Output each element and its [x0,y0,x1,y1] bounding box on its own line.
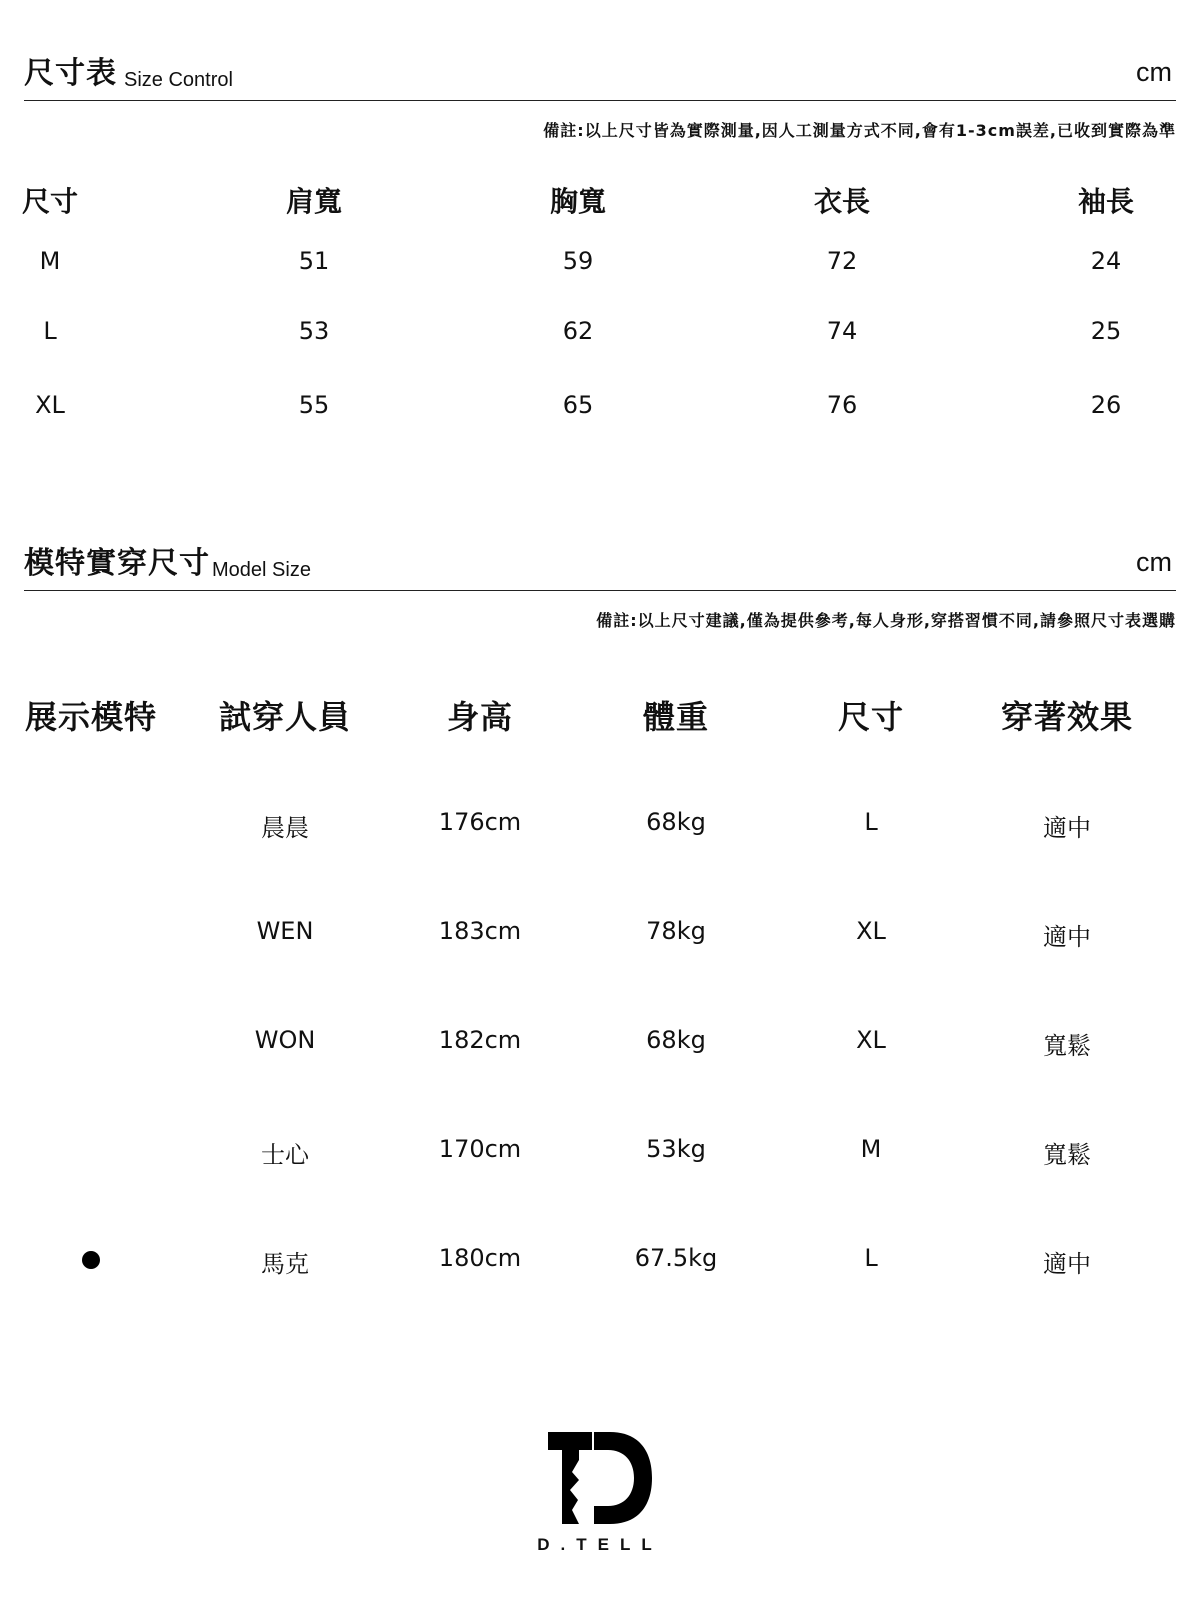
model-size: XL [856,1026,886,1054]
model-fit: 適中 [1043,923,1091,951]
model-col-header: 身高 [446,698,514,736]
model-height: 170cm [438,1135,522,1163]
model-weight: 68kg [646,808,706,836]
model-name: 晨晨 [261,814,309,842]
model-weight: 78kg [646,917,706,945]
model-fit: 適中 [1043,1250,1091,1278]
size-control-header [24,54,1176,101]
model-size: L [864,808,878,836]
size-col-header: 袖長 [1077,185,1135,218]
model-size: XL [856,917,886,945]
model-col-header: 尺寸 [837,698,905,736]
size-value: 53 [298,317,330,345]
size-value: 65 [562,391,594,419]
model-weight: 68kg [646,1026,706,1054]
size-label: L [43,317,57,345]
size-value: 59 [562,247,594,275]
model-size-note: 備註:以上尺寸建議,僅為提供參考,每人身形,穿搭習慣不同,請參照尺寸表選購 [596,611,1176,630]
size-value: 62 [562,317,594,345]
size-col-header: 肩寬 [285,185,343,218]
model-weight: 67.5kg [634,1244,718,1272]
model-size-subtitle: Model Size [212,559,311,581]
size-value: 74 [826,317,858,345]
model-size: L [864,1244,878,1272]
size-col-header: 胸寬 [549,185,607,218]
model-fit: 寬鬆 [1043,1141,1091,1169]
model-col-header: 穿著效果 [1000,698,1134,736]
model-height: 182cm [438,1026,522,1054]
brand-name: D.TELL [537,1535,663,1554]
model-size: M [860,1135,882,1163]
size-label: M [39,247,61,275]
size-control-title: 尺寸表 [24,56,117,91]
size-value: 51 [298,247,330,275]
brand-logo-icon [548,1432,652,1524]
model-weight: 53kg [646,1135,706,1163]
model-height: 180cm [438,1244,522,1272]
model-name: 馬克 [261,1250,309,1278]
size-col-header: 尺寸 [21,185,79,218]
size-control-note: 備註:以上尺寸皆為實際測量,因人工測量方式不同,會有1-3cm誤差,已收到實際為準 [543,121,1176,140]
model-size-title: 模特實穿尺寸 [24,546,210,581]
model-name: WON [254,1026,316,1054]
model-size-unit: cm [1136,547,1172,577]
model-name: WEN [256,917,314,945]
model-name: 士心 [261,1141,309,1169]
size-value: 25 [1090,317,1122,345]
model-col-header: 體重 [642,698,710,736]
model-size-header [24,544,1176,591]
size-value: 72 [826,247,858,275]
showcased-model-dot [82,1251,100,1269]
size-value: 76 [826,391,858,419]
model-col-header: 試穿人員 [218,698,352,736]
model-fit: 適中 [1043,814,1091,842]
size-label: XL [35,391,65,419]
size-value: 55 [298,391,330,419]
size-control-subtitle: Size Control [124,69,233,91]
size-value: 26 [1090,391,1122,419]
model-height: 176cm [438,808,522,836]
size-col-header: 衣長 [813,185,871,218]
size-control-unit: cm [1136,57,1172,87]
model-height: 183cm [438,917,522,945]
size-value: 24 [1090,247,1122,275]
model-col-header: 展示模特 [24,698,158,736]
model-fit: 寬鬆 [1043,1032,1091,1060]
